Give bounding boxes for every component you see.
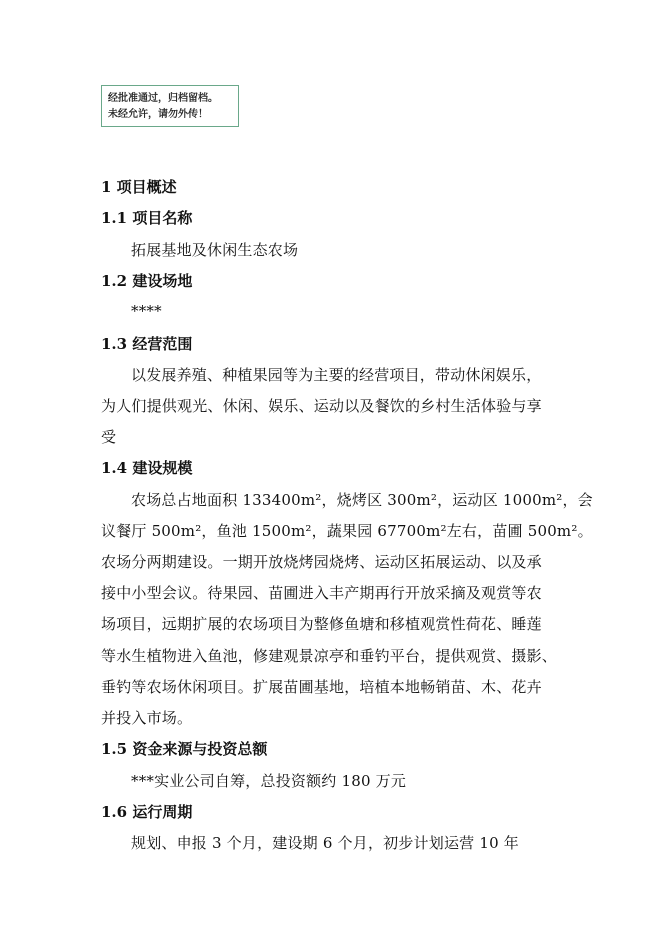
scale-line-1: 农场总占地面积 133400m²，烧烤区 300m²，运动区 1000m²，会 <box>131 491 593 509</box>
scope-line-3: 受 <box>101 428 117 446</box>
scale-line-4: 接中小型会议。待果园、苗圃进入丰产期再行开放采摘及观赏等农 <box>101 584 542 602</box>
heading-1-3: 1.3 经营范围 <box>101 335 193 353</box>
heading-1-6: 1.6 运行周期 <box>101 803 193 821</box>
stamp-line-1: 经批准通过，归档留档。 <box>108 93 218 104</box>
scope-line-1: 以发展养殖、种植果园等为主要的经营项目，带动休闲娱乐， <box>131 366 542 384</box>
scope-line-2: 为人们提供观光、休闲、娱乐、运动以及餐饮的乡村生活体验与享 <box>101 397 542 415</box>
heading-1-4: 1.4 建设规模 <box>101 459 193 477</box>
scale-line-8: 并投入市场。 <box>101 709 193 727</box>
scale-line-6: 等水生植物进入鱼池，修建观景凉亭和垂钓平台，提供观赏、摄影、 <box>101 647 558 665</box>
heading-1-2: 1.2 建设场地 <box>101 272 193 290</box>
approval-stamp <box>101 85 239 127</box>
site-text: **** <box>131 302 162 320</box>
scale-line-7: 垂钓等农场休闲项目。扩展苗圃基地，培植本地畅销苗、木、花卉 <box>101 678 542 696</box>
project-name-text: 拓展基地及休闲生态农场 <box>131 241 299 259</box>
period-text: 规划、申报 3 个月，建设期 6 个月，初步计划运营 10 年 <box>131 834 519 852</box>
scale-line-3: 农场分两期建设。一期开放烧烤园烧烤、运动区拓展运动、以及承 <box>101 553 542 571</box>
heading-1-5: 1.5 资金来源与投资总额 <box>101 740 268 758</box>
funding-text: ***实业公司自筹，总投资额约 180 万元 <box>131 772 407 790</box>
heading-1-1: 1.1 项目名称 <box>101 209 193 227</box>
stamp-line-2: 未经允许，请勿外传！ <box>108 109 208 120</box>
scale-line-5: 场项目，远期扩展的农场项目为整修鱼塘和移植观赏性荷花、睡莲 <box>101 615 542 633</box>
heading-1: 1 项目概述 <box>101 178 177 196</box>
scale-line-2: 议餐厅 500m²，鱼池 1500m²，蔬果园 67700m²左右，苗圃 500m²。 <box>101 522 593 540</box>
